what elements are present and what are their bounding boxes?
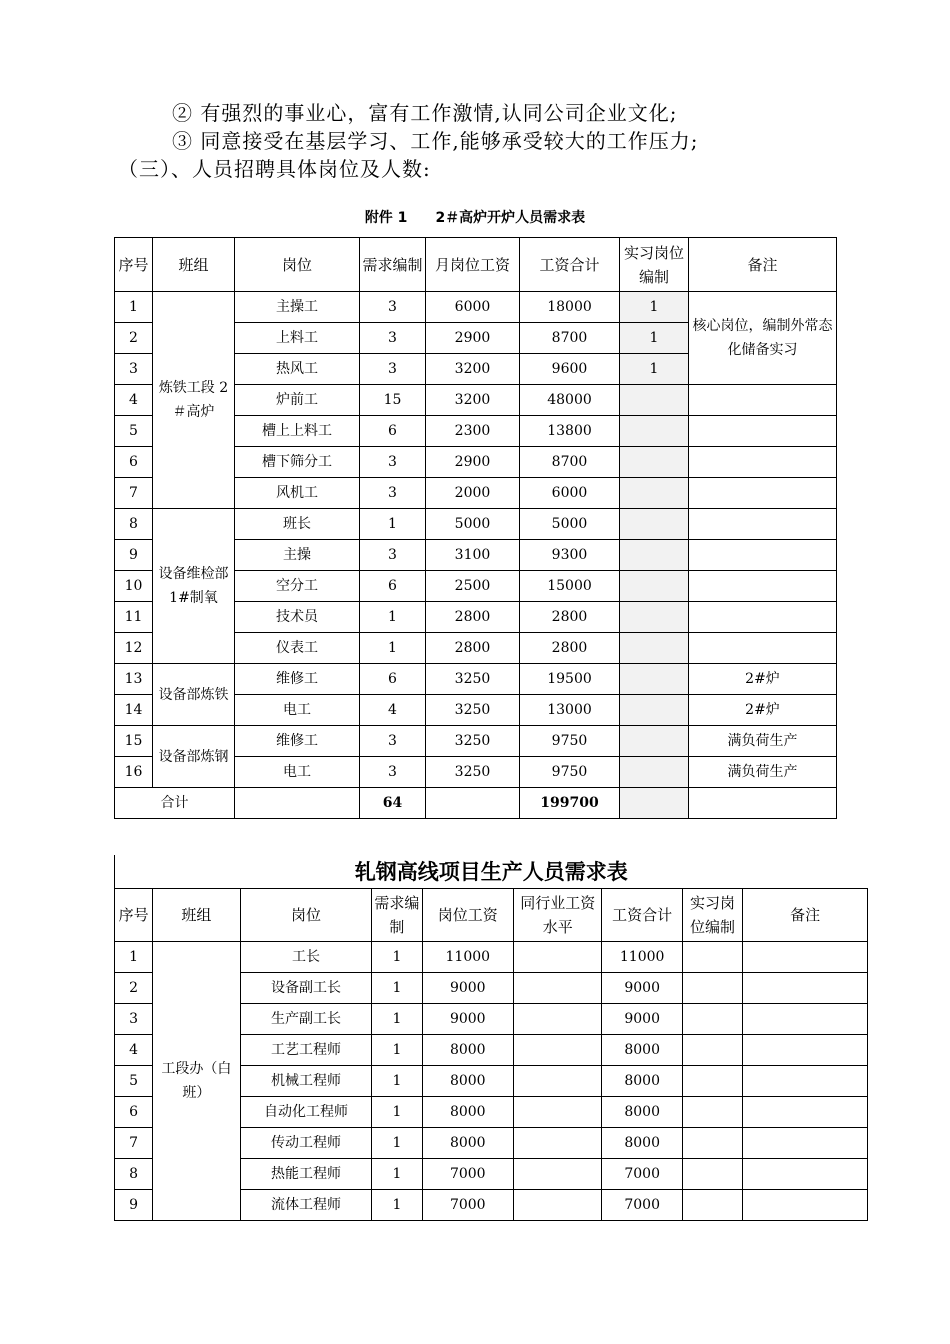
remark-cell — [689, 447, 837, 478]
headcount-cell: 4 — [360, 695, 426, 726]
post-cell: 电工 — [235, 757, 360, 788]
monthly-wage-cell: 3100 — [426, 540, 520, 571]
monthly-wage-cell: 2800 — [426, 602, 520, 633]
intern-quota-cell — [620, 633, 689, 664]
remark-cell — [689, 633, 837, 664]
empty-cell — [235, 788, 360, 819]
table1-header-cell: 实习岗位编制 — [620, 238, 689, 292]
wage-total-cell: 11000 — [602, 942, 682, 973]
remark-cell: 满负荷生产 — [689, 726, 837, 757]
post-cell: 维修工 — [235, 726, 360, 757]
wage-total-cell: 2800 — [520, 633, 620, 664]
intern-quota-cell — [682, 1190, 742, 1221]
table1-header-cell: 备注 — [689, 238, 837, 292]
wage-total-cell: 9300 — [520, 540, 620, 571]
table1-title-text: 2＃高炉开炉人员需求表 — [435, 210, 586, 226]
team-group-cell: 工段办（白班） — [153, 942, 240, 1221]
row-number-cell: 4 — [115, 1035, 153, 1066]
table1-header-cell: 班组 — [153, 238, 235, 292]
wage-total-cell: 8700 — [520, 323, 620, 354]
table1-header-cell: 月岗位工资 — [426, 238, 520, 292]
table-row — [115, 942, 868, 973]
row-number-cell: 10 — [115, 571, 153, 602]
industry-wage-cell — [514, 1190, 602, 1221]
monthly-wage-cell: 2000 — [426, 478, 520, 509]
wage-total-cell: 2800 — [520, 602, 620, 633]
headcount-cell: 1 — [372, 942, 422, 973]
headcount-cell: 1 — [372, 1004, 422, 1035]
headcount-cell: 3 — [360, 323, 426, 354]
post-cell: 机械工程师 — [240, 1066, 372, 1097]
remark-cell — [689, 385, 837, 416]
table1-attachment-label: 附件 1 — [364, 210, 408, 226]
intern-quota-cell — [620, 540, 689, 571]
remark-cell — [743, 942, 868, 973]
wage-total-cell: 8000 — [602, 1066, 682, 1097]
table2-title-row — [115, 855, 868, 889]
table2-header-cell: 备注 — [743, 889, 868, 942]
post-cell: 主操 — [235, 540, 360, 571]
post-cell: 空分工 — [235, 571, 360, 602]
row-number-cell: 1 — [115, 942, 153, 973]
monthly-wage-cell: 3200 — [426, 385, 520, 416]
remark-cell — [743, 1128, 868, 1159]
row-number-cell: 16 — [115, 757, 153, 788]
post-wage-cell: 7000 — [422, 1159, 513, 1190]
headcount-cell: 6 — [360, 571, 426, 602]
post-cell: 仪表工 — [235, 633, 360, 664]
intern-quota-cell: 1 — [620, 292, 689, 323]
headcount-cell: 6 — [360, 664, 426, 695]
post-cell: 槽上上料工 — [235, 416, 360, 447]
wage-total-cell: 9750 — [520, 757, 620, 788]
row-number-cell: 5 — [115, 416, 153, 447]
post-cell: 热能工程师 — [240, 1159, 372, 1190]
team-group-cell: 炼铁工段 2＃高炉 — [153, 292, 235, 509]
row-number-cell: 5 — [115, 1066, 153, 1097]
post-cell: 流体工程师 — [240, 1190, 372, 1221]
row-number-cell: 2 — [115, 973, 153, 1004]
monthly-wage-cell: 2500 — [426, 571, 520, 602]
intern-quota-cell — [682, 1035, 742, 1066]
row-number-cell: 11 — [115, 602, 153, 633]
team-group-cell: 设备部炼钢 — [153, 726, 235, 788]
table1-header-cell: 工资合计 — [520, 238, 620, 292]
total-wage-cell: 199700 — [520, 788, 620, 819]
row-number-cell: 4 — [115, 385, 153, 416]
intern-quota-cell — [682, 1066, 742, 1097]
row-number-cell: 6 — [115, 447, 153, 478]
monthly-wage-cell: 3250 — [426, 664, 520, 695]
post-cell: 技术员 — [235, 602, 360, 633]
headcount-cell: 1 — [372, 1128, 422, 1159]
industry-wage-cell — [514, 1066, 602, 1097]
table1-header-row — [115, 238, 837, 292]
monthly-wage-cell: 3200 — [426, 354, 520, 385]
remark-cell — [689, 602, 837, 633]
empty-cell — [620, 788, 689, 819]
post-wage-cell: 9000 — [422, 973, 513, 1004]
row-number-cell: 7 — [115, 478, 153, 509]
post-cell: 热风工 — [235, 354, 360, 385]
industry-wage-cell — [514, 942, 602, 973]
intern-quota-cell — [620, 664, 689, 695]
table2-header-cell: 同行业工资水平 — [514, 889, 602, 942]
post-wage-cell: 9000 — [422, 1004, 513, 1035]
post-cell: 维修工 — [235, 664, 360, 695]
headcount-cell: 1 — [372, 973, 422, 1004]
headcount-cell: 15 — [360, 385, 426, 416]
intern-quota-cell — [620, 478, 689, 509]
total-label-cell: 合计 — [115, 788, 235, 819]
post-wage-cell: 8000 — [422, 1128, 513, 1159]
table2-header-cell: 需求编制 — [372, 889, 422, 942]
wage-total-cell: 19500 — [520, 664, 620, 695]
headcount-cell: 1 — [360, 509, 426, 540]
wage-total-cell: 48000 — [520, 385, 620, 416]
empty-cell — [426, 788, 520, 819]
row-number-cell: 14 — [115, 695, 153, 726]
table-row — [115, 726, 837, 757]
row-number-cell: 8 — [115, 509, 153, 540]
team-group-cell: 设备部炼铁 — [153, 664, 235, 726]
wage-total-cell: 13000 — [520, 695, 620, 726]
row-number-cell: 13 — [115, 664, 153, 695]
table2-title: 轧钢高线项目生产人员需求表 — [115, 855, 868, 889]
post-cell: 风机工 — [235, 478, 360, 509]
intern-quota-cell — [620, 447, 689, 478]
intern-quota-cell — [682, 942, 742, 973]
intern-quota-cell: 1 — [620, 323, 689, 354]
headcount-cell: 3 — [360, 757, 426, 788]
monthly-wage-cell: 3250 — [426, 695, 520, 726]
row-number-cell: 9 — [115, 540, 153, 571]
intern-quota-cell — [620, 509, 689, 540]
headcount-cell: 3 — [360, 447, 426, 478]
post-cell: 上料工 — [235, 323, 360, 354]
post-cell: 主操工 — [235, 292, 360, 323]
wage-total-cell: 8700 — [520, 447, 620, 478]
table1-header-cell: 需求编制 — [360, 238, 426, 292]
wage-total-cell: 9750 — [520, 726, 620, 757]
monthly-wage-cell: 6000 — [426, 292, 520, 323]
table1-total-row — [115, 788, 837, 819]
intern-quota-cell — [620, 571, 689, 602]
post-cell: 电工 — [235, 695, 360, 726]
team-group-cell: 设备维检部 1#制氧 — [153, 509, 235, 664]
wage-total-cell: 9600 — [520, 354, 620, 385]
row-number-cell: 6 — [115, 1097, 153, 1128]
wage-total-cell: 8000 — [602, 1097, 682, 1128]
monthly-wage-cell: 3250 — [426, 726, 520, 757]
row-number-cell: 12 — [115, 633, 153, 664]
empty-cell — [689, 788, 837, 819]
monthly-wage-cell: 2900 — [426, 323, 520, 354]
requirement-item-2: ② 有强烈的事业心，富有工作激情,认同公司企业文化; — [172, 101, 678, 125]
remark-cell — [743, 1097, 868, 1128]
row-number-cell: 3 — [115, 354, 153, 385]
intern-quota-cell: 1 — [620, 354, 689, 385]
post-wage-cell: 7000 — [422, 1190, 513, 1221]
remark-cell: 满负荷生产 — [689, 757, 837, 788]
requirement-item-3: ③ 同意接受在基层学习、工作,能够承受较大的工作压力; — [172, 129, 699, 153]
wage-total-cell: 5000 — [520, 509, 620, 540]
headcount-cell: 1 — [372, 1190, 422, 1221]
intern-quota-cell — [620, 416, 689, 447]
remark-cell — [743, 973, 868, 1004]
remark-cell — [689, 509, 837, 540]
remark-cell: 2#炉 — [689, 664, 837, 695]
wage-total-cell: 8000 — [602, 1128, 682, 1159]
remark-cell: 核心岗位，编制外常态化储备实习 — [689, 292, 837, 385]
monthly-wage-cell: 5000 — [426, 509, 520, 540]
industry-wage-cell — [514, 1004, 602, 1035]
headcount-cell: 1 — [360, 633, 426, 664]
headcount-cell: 6 — [360, 416, 426, 447]
post-cell: 槽下筛分工 — [235, 447, 360, 478]
table-row — [115, 664, 837, 695]
post-cell: 自动化工程师 — [240, 1097, 372, 1128]
monthly-wage-cell: 2300 — [426, 416, 520, 447]
remark-cell — [743, 1159, 868, 1190]
wage-total-cell: 13800 — [520, 416, 620, 447]
wage-total-cell: 7000 — [602, 1190, 682, 1221]
industry-wage-cell — [514, 1159, 602, 1190]
table2-header-cell: 班组 — [153, 889, 240, 942]
monthly-wage-cell: 2800 — [426, 633, 520, 664]
table1-title — [114, 207, 836, 227]
intern-quota-cell — [682, 1097, 742, 1128]
post-wage-cell: 8000 — [422, 1035, 513, 1066]
remark-cell — [689, 478, 837, 509]
table2-header-cell: 实习岗位编制 — [682, 889, 742, 942]
intern-quota-cell — [682, 973, 742, 1004]
row-number-cell: 3 — [115, 1004, 153, 1035]
table2-header-cell: 序号 — [115, 889, 153, 942]
post-cell: 班长 — [235, 509, 360, 540]
blast-furnace-staffing-table — [114, 237, 837, 819]
remark-cell — [743, 1035, 868, 1066]
monthly-wage-cell: 2900 — [426, 447, 520, 478]
intern-quota-cell — [620, 602, 689, 633]
table2-header-cell: 岗位工资 — [422, 889, 513, 942]
headcount-cell: 1 — [372, 1035, 422, 1066]
post-wage-cell: 8000 — [422, 1097, 513, 1128]
wage-total-cell: 18000 — [520, 292, 620, 323]
intern-quota-cell — [682, 1004, 742, 1035]
post-cell: 工艺工程师 — [240, 1035, 372, 1066]
row-number-cell: 1 — [115, 292, 153, 323]
rolling-mill-staffing-table — [114, 855, 868, 1221]
intern-quota-cell — [620, 695, 689, 726]
headcount-cell: 3 — [360, 354, 426, 385]
remark-cell — [743, 1004, 868, 1035]
remark-cell — [689, 540, 837, 571]
table1-header-cell: 岗位 — [235, 238, 360, 292]
remark-cell — [689, 571, 837, 602]
remark-cell: 2#炉 — [689, 695, 837, 726]
intern-quota-cell — [620, 385, 689, 416]
remark-cell — [689, 416, 837, 447]
post-cell: 炉前工 — [235, 385, 360, 416]
table-row — [115, 509, 837, 540]
headcount-cell: 3 — [360, 726, 426, 757]
intern-quota-cell — [620, 726, 689, 757]
wage-total-cell: 9000 — [602, 973, 682, 1004]
post-wage-cell: 11000 — [422, 942, 513, 973]
industry-wage-cell — [514, 1128, 602, 1159]
industry-wage-cell — [514, 1097, 602, 1128]
remark-cell — [743, 1066, 868, 1097]
industry-wage-cell — [514, 973, 602, 1004]
remark-cell — [743, 1190, 868, 1221]
table2-header-row — [115, 889, 868, 942]
section-heading-positions: （三）、人员招聘具体岗位及人数: — [118, 157, 431, 181]
row-number-cell: 7 — [115, 1128, 153, 1159]
post-cell: 工长 — [240, 942, 372, 973]
industry-wage-cell — [514, 1035, 602, 1066]
row-number-cell: 2 — [115, 323, 153, 354]
post-wage-cell: 8000 — [422, 1066, 513, 1097]
headcount-cell: 3 — [360, 478, 426, 509]
wage-total-cell: 15000 — [520, 571, 620, 602]
wage-total-cell: 7000 — [602, 1159, 682, 1190]
headcount-cell: 1 — [372, 1159, 422, 1190]
wage-total-cell: 8000 — [602, 1035, 682, 1066]
headcount-cell: 3 — [360, 540, 426, 571]
headcount-cell: 1 — [372, 1066, 422, 1097]
table1-header-cell: 序号 — [115, 238, 153, 292]
table2-header-cell: 工资合计 — [602, 889, 682, 942]
row-number-cell: 8 — [115, 1159, 153, 1190]
post-cell: 设备副工长 — [240, 973, 372, 1004]
post-cell: 传动工程师 — [240, 1128, 372, 1159]
monthly-wage-cell: 3250 — [426, 757, 520, 788]
intern-quota-cell — [620, 757, 689, 788]
table-row — [115, 292, 837, 323]
intern-quota-cell — [682, 1159, 742, 1190]
wage-total-cell: 9000 — [602, 1004, 682, 1035]
wage-total-cell: 6000 — [520, 478, 620, 509]
headcount-cell: 1 — [372, 1097, 422, 1128]
post-cell: 生产副工长 — [240, 1004, 372, 1035]
headcount-cell: 1 — [360, 602, 426, 633]
headcount-cell: 3 — [360, 292, 426, 323]
row-number-cell: 9 — [115, 1190, 153, 1221]
total-headcount-cell: 64 — [360, 788, 426, 819]
row-number-cell: 15 — [115, 726, 153, 757]
intern-quota-cell — [682, 1128, 742, 1159]
table2-header-cell: 岗位 — [240, 889, 372, 942]
